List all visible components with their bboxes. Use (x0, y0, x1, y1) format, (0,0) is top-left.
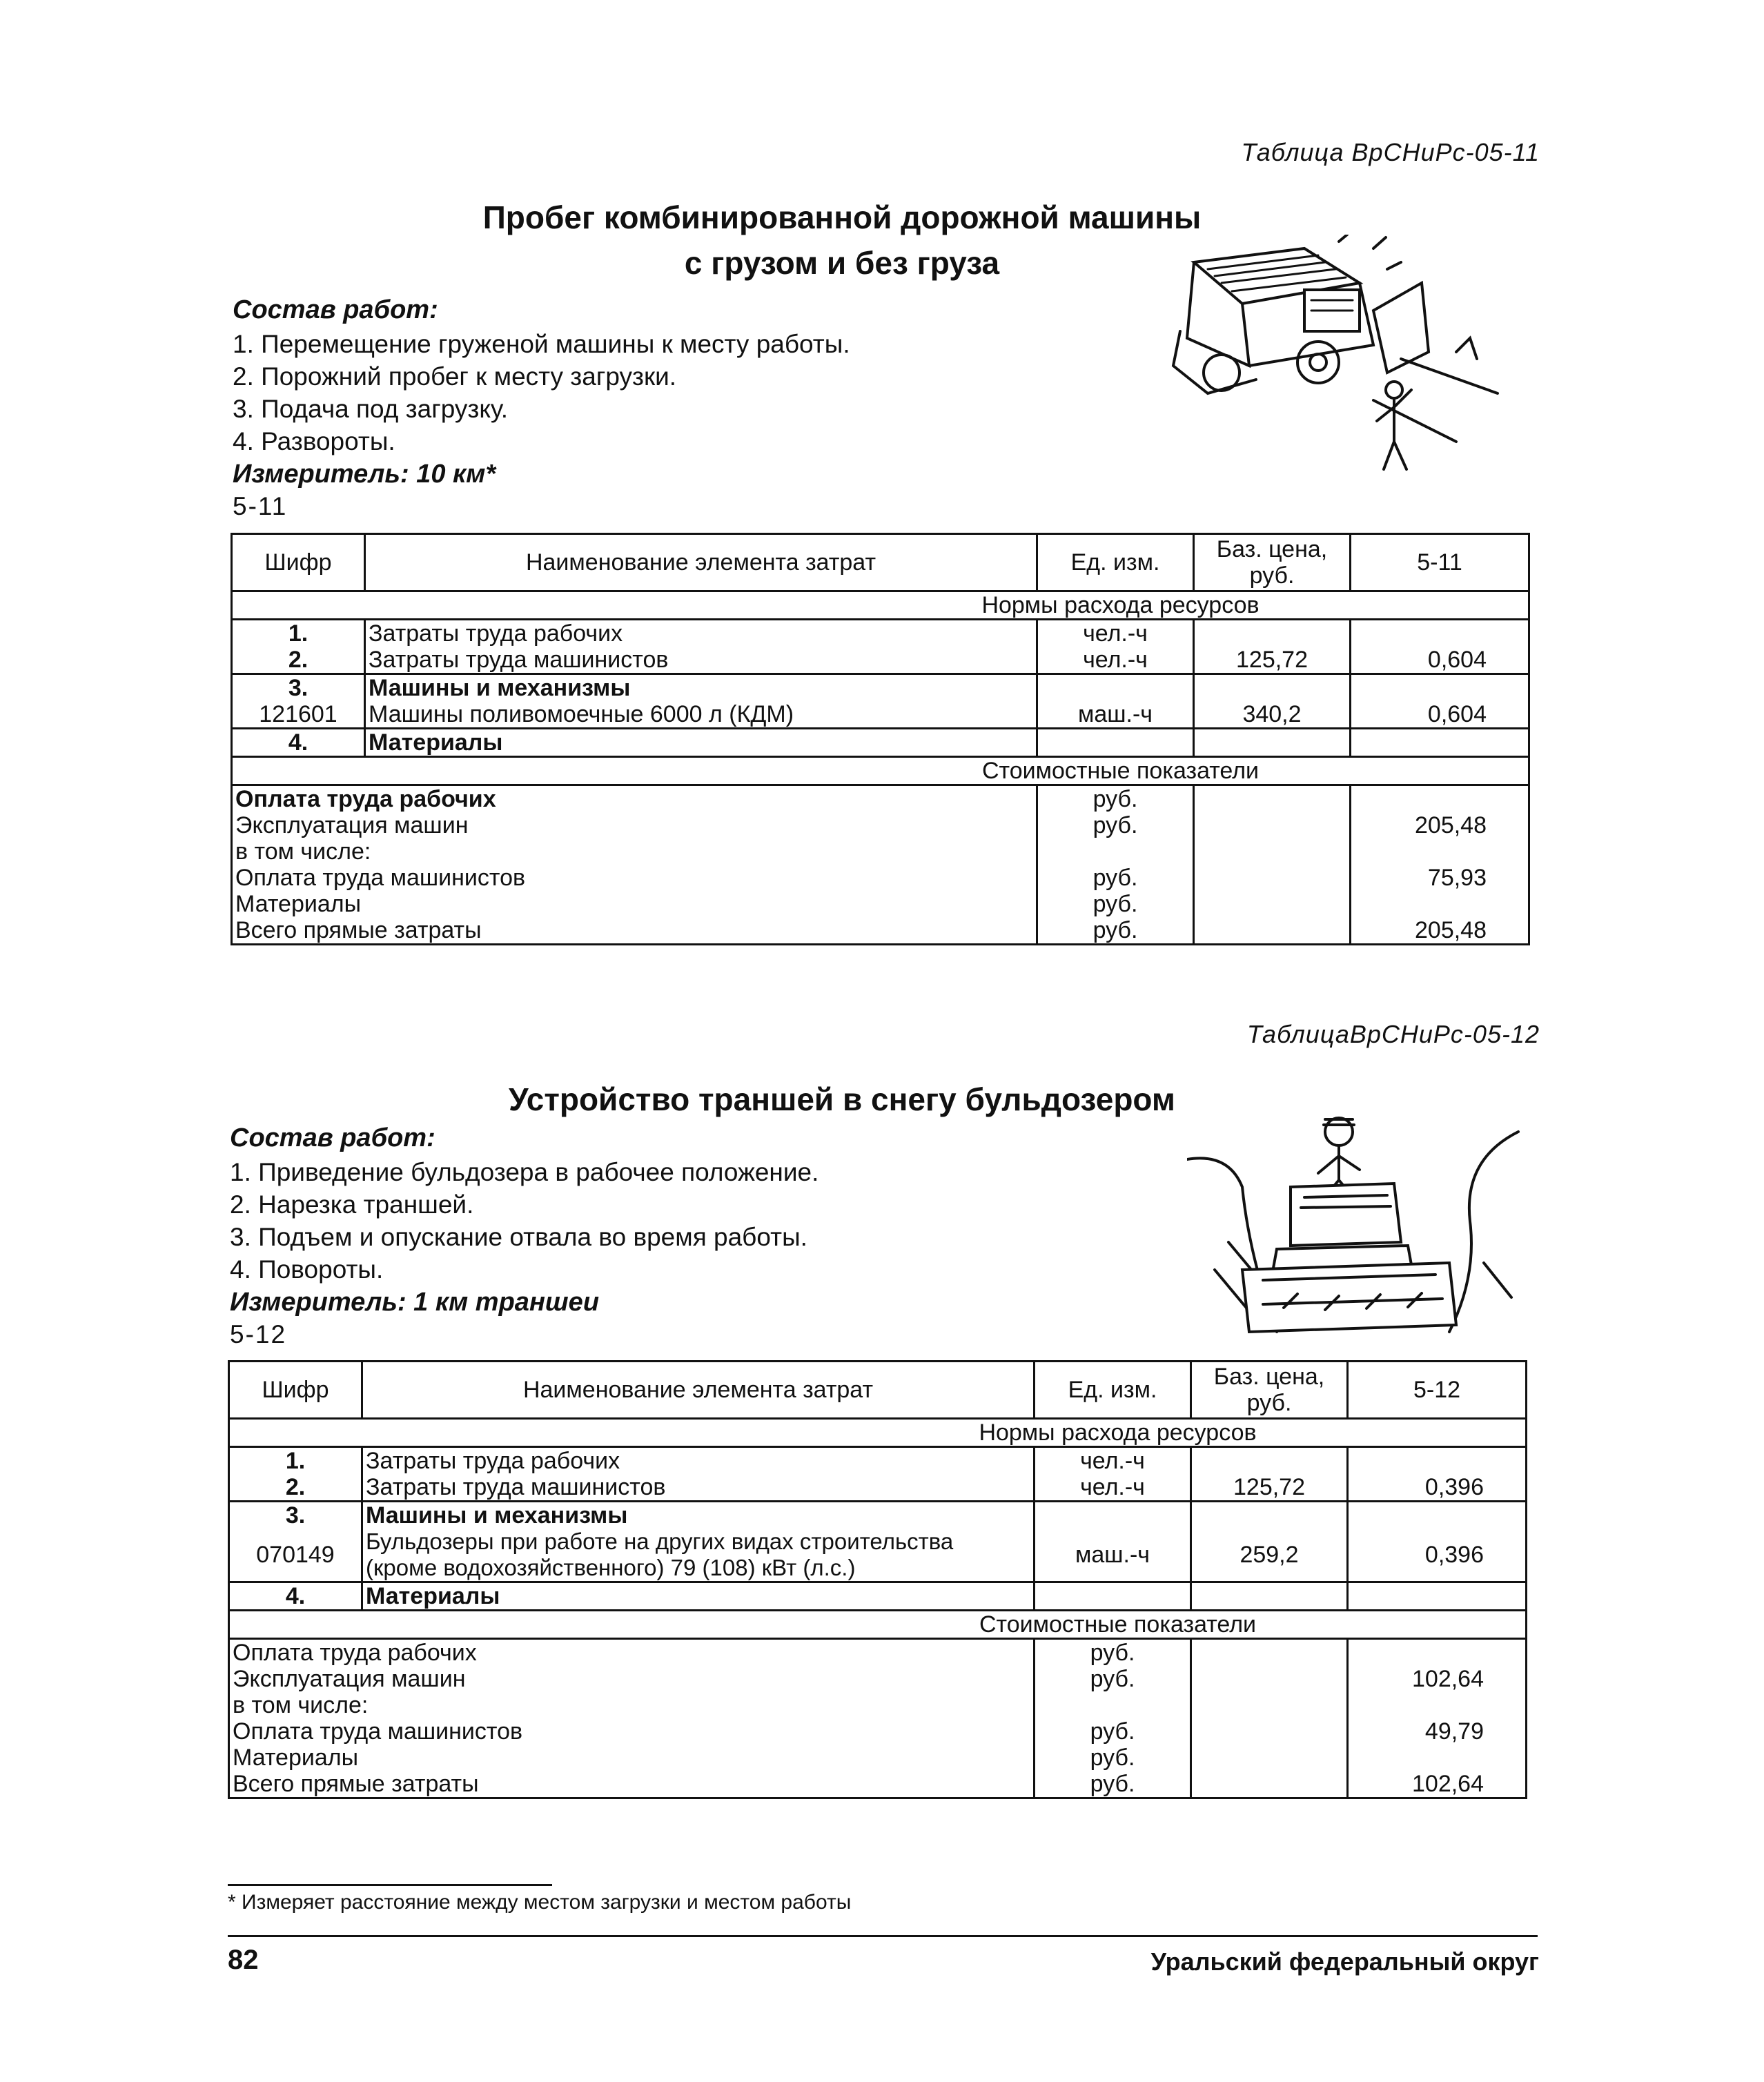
row-number: 070149 (229, 1529, 362, 1582)
header-cell: Баз. цена, руб. (1191, 1362, 1348, 1419)
row-name: Затраты труда машинистов (362, 1474, 1035, 1502)
cost-name: Оплата труда рабочих (232, 785, 1037, 813)
table-row (229, 1529, 1527, 1582)
header-cell: Шифр (232, 534, 365, 591)
table-row (229, 1582, 1527, 1611)
cost-name: в том числе: (229, 1692, 1035, 1718)
row-price: 125,72 (1194, 647, 1351, 674)
section-title (386, 1077, 1297, 1122)
cost-name: Материалы (232, 891, 1037, 917)
footnote: * Измеряет расстояние между местом загрузки и местом работы (228, 1891, 852, 1914)
table-row (232, 620, 1529, 647)
norms-table (231, 533, 1530, 945)
cost-name: Эксплуатация машин (229, 1666, 1035, 1692)
measure-unit: Измеритель: 10 км* (233, 460, 496, 489)
header-cell: Ед. изм. (1035, 1362, 1191, 1419)
cost-unit: руб. (1037, 917, 1194, 945)
row-unit: чел.-ч (1037, 620, 1194, 647)
row-unit: чел.-ч (1035, 1474, 1191, 1502)
cost-blank (1194, 865, 1351, 891)
cost-blank (1191, 1745, 1348, 1771)
cost-row (229, 1666, 1527, 1692)
table-code: 5-12 (230, 1320, 287, 1348)
cost-unit: руб. (1035, 1745, 1191, 1771)
cost-row (229, 1692, 1527, 1718)
footer-divider (228, 1935, 1538, 1937)
cost-unit: руб. (1035, 1771, 1191, 1798)
footnote-divider (228, 1884, 552, 1886)
header-cell: Ед. изм. (1037, 534, 1194, 591)
work-item: 4. Развороты. (233, 427, 395, 455)
row-unit: чел.-ч (1035, 1447, 1191, 1475)
cost-name: в том числе: (232, 838, 1037, 865)
table-code: 5-11 (233, 492, 288, 520)
cost-blank (1194, 917, 1351, 945)
row-price (1194, 620, 1351, 647)
cost-blank (1191, 1771, 1348, 1798)
row-price: 259,2 (1191, 1529, 1348, 1582)
table-row (232, 729, 1529, 757)
row-number: 3. (232, 674, 365, 702)
row-value: 0,604 (1351, 647, 1529, 674)
cost-blank (1191, 1639, 1348, 1667)
row-name: Машины и механизмы (365, 674, 1037, 702)
cost-blank (1191, 1692, 1348, 1718)
row-value: 0,604 (1351, 701, 1529, 729)
row-number: 2. (229, 1474, 362, 1502)
row-unit (1037, 729, 1194, 757)
table-row (229, 1474, 1527, 1502)
row-name: Бульдозеры при работе на других видах строительства (кроме водохозяйственного) 79 (108) кВт (л.с.) (362, 1529, 1035, 1582)
cost-unit (1037, 838, 1194, 865)
table-row (232, 701, 1529, 729)
section-row (229, 1419, 1527, 1447)
cost-value (1351, 785, 1529, 813)
cost-row (232, 891, 1529, 917)
cost-unit: руб. (1035, 1718, 1191, 1745)
row-value (1348, 1447, 1527, 1475)
header-cell: Баз. цена, руб. (1194, 534, 1351, 591)
cost-unit: руб. (1035, 1639, 1191, 1667)
cost-row (232, 917, 1529, 945)
cost-value: 49,79 (1348, 1718, 1527, 1745)
cost-value (1351, 838, 1529, 865)
row-name: Машины поливомоечные 6000 л (КДМ) (365, 701, 1037, 729)
row-number: 4. (232, 729, 365, 757)
row-unit (1037, 674, 1194, 702)
cost-blank (1194, 812, 1351, 838)
cost-row (229, 1771, 1527, 1798)
work-list (230, 1156, 819, 1286)
section-row (229, 1611, 1527, 1639)
work-composition-heading: Состав работ: (233, 295, 438, 324)
cost-name: Оплата труда машинистов (229, 1718, 1035, 1745)
section-title (386, 195, 1297, 286)
cost-row (229, 1745, 1527, 1771)
cost-unit: руб. (1037, 891, 1194, 917)
row-number: 121601 (232, 701, 365, 729)
work-item: 2. Нарезка траншей. (230, 1190, 474, 1219)
cost-name: Оплата труда рабочих (229, 1639, 1035, 1667)
row-value: 0,396 (1348, 1474, 1527, 1502)
cost-value: 205,48 (1351, 917, 1529, 945)
work-item: 3. Подача под загрузку. (233, 395, 508, 423)
row-unit (1035, 1582, 1191, 1611)
cost-value: 102,64 (1348, 1771, 1527, 1798)
cost-unit: руб. (1037, 785, 1194, 813)
bulldozer-illustration (1187, 1104, 1532, 1353)
work-item: 1. Перемещение груженой машины к месту работы. (233, 330, 850, 358)
cost-row (232, 838, 1529, 865)
cost-unit: руб. (1035, 1666, 1191, 1692)
table-header-row (232, 534, 1529, 591)
row-number: 3. (229, 1502, 362, 1529)
title-line: Устройство траншей в снегу бульдозером (509, 1081, 1175, 1117)
cost-unit (1035, 1692, 1191, 1718)
row-unit: маш.-ч (1037, 701, 1194, 729)
header-cell: Шифр (229, 1362, 362, 1419)
cost-blank (1191, 1666, 1348, 1692)
row-value (1348, 1582, 1527, 1611)
header-cell: 5-12 (1348, 1362, 1527, 1419)
cost-blank (1194, 891, 1351, 917)
row-unit: маш.-ч (1035, 1529, 1191, 1582)
row-name: Материалы (365, 729, 1037, 757)
cost-value (1348, 1745, 1527, 1771)
row-price (1194, 729, 1351, 757)
cost-row (232, 785, 1529, 813)
cost-unit: руб. (1037, 865, 1194, 891)
cost-row (229, 1718, 1527, 1745)
work-item: 2. Порожний пробег к месту загрузки. (233, 362, 677, 391)
section-title-cell: Нормы расхода ресурсов (229, 1419, 1527, 1447)
row-value: 0,396 (1348, 1529, 1527, 1582)
cost-unit: руб. (1037, 812, 1194, 838)
cost-value (1348, 1692, 1527, 1718)
cost-row (229, 1639, 1527, 1667)
table-row (229, 1502, 1527, 1529)
row-number: 1. (229, 1447, 362, 1475)
section-title-cell: Стоимостные показатели (229, 1611, 1527, 1639)
work-list (233, 328, 850, 458)
table-label: Таблица ВрСНиРс-05-11 (1241, 138, 1540, 166)
header-cell: Наименование элемента затрат (362, 1362, 1035, 1419)
table-header-row (229, 1362, 1527, 1419)
cost-name: Материалы (229, 1745, 1035, 1771)
measure-unit: Измеритель: 1 км траншеи (230, 1288, 600, 1317)
row-price (1191, 1447, 1348, 1475)
row-number: 4. (229, 1582, 362, 1611)
table-label: ТаблицаВрСНиРс-05-12 (1246, 1020, 1540, 1048)
section-row (232, 757, 1529, 785)
row-price (1194, 674, 1351, 702)
row-number: 2. (232, 647, 365, 674)
row-name: Затраты труда машинистов (365, 647, 1037, 674)
table-row (232, 647, 1529, 674)
work-item: 4. Повороты. (230, 1255, 384, 1284)
cost-row (232, 865, 1529, 891)
cost-blank (1194, 785, 1351, 813)
section-title-cell: Нормы расхода ресурсов (232, 591, 1529, 620)
work-composition-heading: Состав работ: (230, 1123, 435, 1152)
section-title-cell: Стоимостные показатели (232, 757, 1529, 785)
section-row (232, 591, 1529, 620)
row-value (1348, 1502, 1527, 1529)
row-name: Машины и механизмы (362, 1502, 1035, 1529)
cost-value: 102,64 (1348, 1666, 1527, 1692)
row-unit: чел.-ч (1037, 647, 1194, 674)
table-row (232, 674, 1529, 702)
row-value (1351, 729, 1529, 757)
row-price: 125,72 (1191, 1474, 1348, 1502)
cost-blank (1194, 838, 1351, 865)
region-name: Уральский федеральный округ (1150, 1947, 1539, 1976)
cost-name: Эксплуатация машин (232, 812, 1037, 838)
page-number: 82 (228, 1945, 259, 1975)
header-cell: Наименование элемента затрат (365, 534, 1037, 591)
row-price (1191, 1502, 1348, 1529)
title-line: с грузом и без груза (684, 245, 1000, 281)
cost-value (1348, 1639, 1527, 1667)
road-machine-illustration (1166, 235, 1525, 483)
header-cell: 5-11 (1351, 534, 1529, 591)
norms-table (228, 1360, 1527, 1799)
work-item: 3. Подъем и опускание отвала во время работы. (230, 1223, 807, 1251)
cost-value (1351, 891, 1529, 917)
row-price: 340,2 (1194, 701, 1351, 729)
cost-value: 205,48 (1351, 812, 1529, 838)
cost-name: Всего прямые затраты (229, 1771, 1035, 1798)
row-value (1351, 674, 1529, 702)
row-name: Материалы (362, 1582, 1035, 1611)
row-unit (1035, 1502, 1191, 1529)
row-name: Затраты труда рабочих (365, 620, 1037, 647)
cost-name: Оплата труда машинистов (232, 865, 1037, 891)
row-price (1191, 1582, 1348, 1611)
title-line: Пробег комбинированной дорожной машины (482, 199, 1202, 235)
row-value (1351, 620, 1529, 647)
row-name: Затраты труда рабочих (362, 1447, 1035, 1475)
cost-blank (1191, 1718, 1348, 1745)
cost-row (232, 812, 1529, 838)
table-row (229, 1447, 1527, 1475)
cost-value: 75,93 (1351, 865, 1529, 891)
cost-name: Всего прямые затраты (232, 917, 1037, 945)
work-item: 1. Приведение бульдозера в рабочее положение. (230, 1158, 819, 1186)
row-number: 1. (232, 620, 365, 647)
